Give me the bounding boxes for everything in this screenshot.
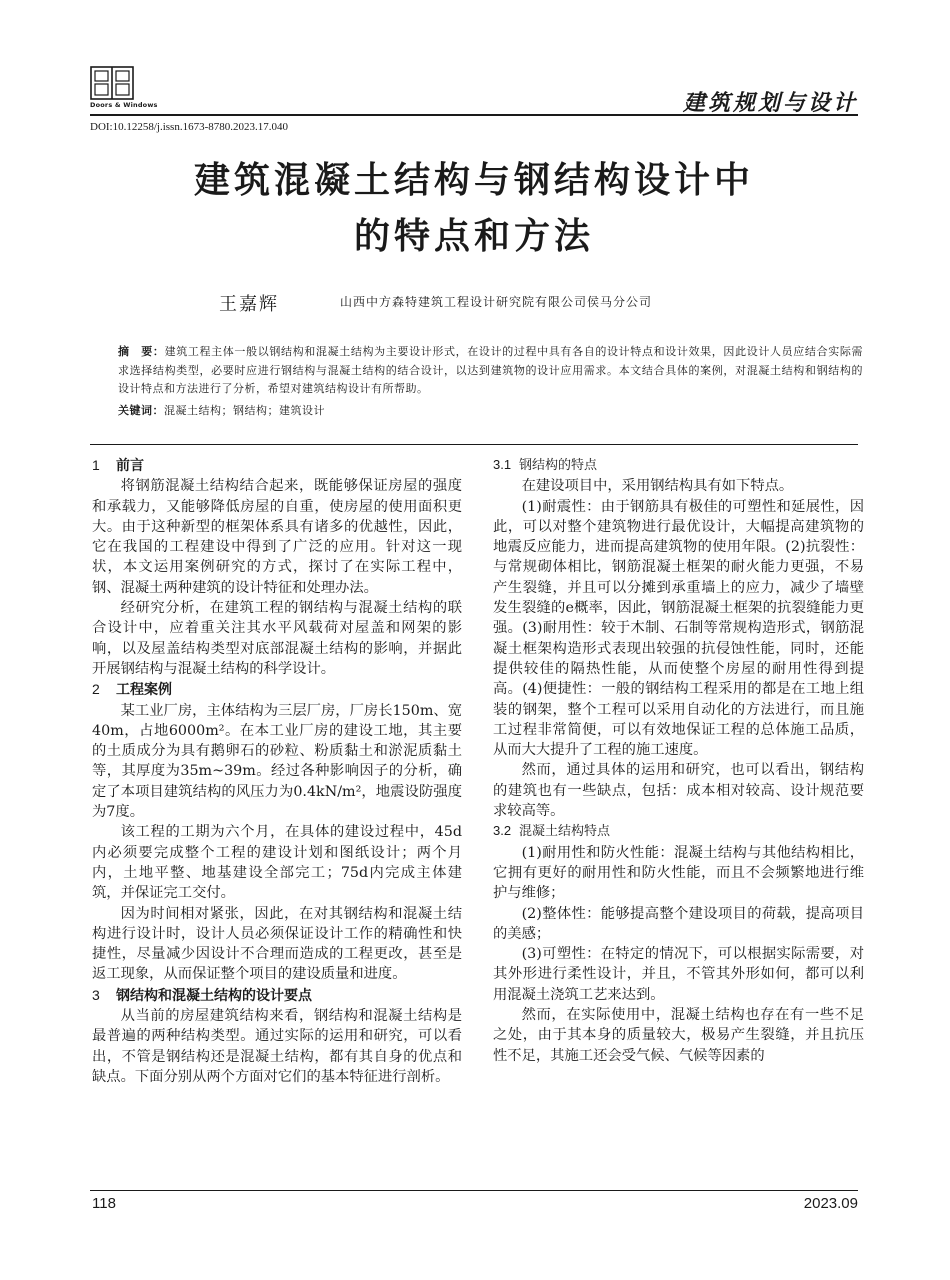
doi: DOI:10.12258/j.issn.1673-8780.2023.17.040 xyxy=(90,121,288,133)
subsection-title: 混凝土结构特点 xyxy=(519,824,611,840)
keywords-label: 关键词： xyxy=(118,403,164,417)
byline xyxy=(90,290,858,315)
header-rule xyxy=(90,114,858,116)
issue-date: 2023.09 xyxy=(803,1195,858,1212)
paragraph: 然而，通过具体的运用和研究，也可以看出，钢结构的建筑也有一些缺点，包括：成本相对较高、设计规范要求较高等。 xyxy=(493,762,864,820)
paragraph: 将钢筋混凝土结构结合起来，既能够保证房屋的强度和承载力，又能够降低房屋的自重，使房屋的使用面积更大。由于这种新型的框架体系具有诸多的优越性，因此，它在我国的工程建设中得到了广泛的应用。针对这一现状，本文运用案例研究的方式，探讨了在实际工程中，钢、混凝土两种建筑的设计特征和处理办法。 xyxy=(92,478,462,596)
author: 王嘉辉 xyxy=(219,294,279,315)
paragraph: 该工程的工期为六个月，在具体的建设过程中，45d内必须要完成整个工程的建设计划和图纸设计；两个月内，土地平整、地基建设全部完工；75d内完成主体建筑，并保证完工交付。 xyxy=(92,824,462,902)
door-window-logo-icon xyxy=(90,66,134,100)
page-number: 118 xyxy=(92,1195,116,1212)
paragraph: (1)耐用性和防火性能：混凝土结构与其他结构相比，它拥有更好的耐用性和防火性能，而且不会频繁地进行维护与维修； xyxy=(493,844,864,902)
section-heading-3 xyxy=(92,985,462,1006)
abstract-text: 建筑工程主体一般以钢结构和混凝土结构为主要设计形式，在设计的过程中具有各自的设计特点和设计效果，因此设计人员应结合实际需求选择结构类型，必要时应进行钢结构与混凝土结构的结合设计，以达到建筑物的设计应用需求。本文结合具体的案例，对混凝土结构和钢结构的设计特点和方法进行了分析，希望对建筑结构设计有所帮助。 xyxy=(118,345,864,395)
paragraph: (2)整体性：能够提高整个建设项目的荷载，提高项目的美感； xyxy=(493,905,864,942)
paragraph: 从当前的房屋建筑结构来看，钢结构和混凝土结构是最普遍的两种结构类型。通过实际的运用和研究，可以看出，不管是钢结构还是混凝土结构，都有其自身的优点和缺点。下面分别从两个方面对它们的基本特征进行剖析。 xyxy=(92,1008,462,1085)
section-title: 前言 xyxy=(116,458,144,474)
paragraph: 然而，在实际使用中，混凝土结构也存在有一些不足之处，由于其本身的质量较大，极易产生裂缝，并且抗压性不足，其施工还会受气候、气候等因素的 xyxy=(493,1007,864,1064)
abstract-body xyxy=(118,343,863,399)
article-title xyxy=(90,152,858,264)
subsection-title: 钢结构的特点 xyxy=(519,458,598,473)
subsection-number: 3.1 xyxy=(493,457,512,472)
section-heading-2 xyxy=(92,679,462,700)
abstract-divider xyxy=(90,444,858,445)
journal-logo xyxy=(90,66,170,109)
paragraph: 某工业厂房，主体结构为三层厂房，厂房长150m、宽40m，占地6000m²。在本工业厂房的建设工地，其主要的土质成分为具有鹅卵石的砂粒、粉质黏土和淤泥质黏土等，其厚度为35m~39m。经过各种影响因子的分析，确定了本项目建筑结构的风压力为0.4kN/m²，地震设防强度为7度。 xyxy=(92,702,462,821)
section-number: 1 xyxy=(92,457,100,473)
paragraph: 经研究分析，在建筑工程的钢结构与混凝土结构的联合设计中，应着重关注其水平风载荷对屋盖和网架的影响，以及屋盖结构类型对底部混凝土结构的影响，并据此开展钢结构与混凝土结构的科学设计。 xyxy=(92,600,462,677)
subsection-heading-3-2 xyxy=(493,821,864,842)
subsection-heading-3-1 xyxy=(493,455,864,476)
left-column xyxy=(92,455,462,1087)
affiliation: 山西中方森特建筑工程设计研究院有限公司侯马分公司 xyxy=(340,295,653,309)
paragraph: 因为时间相对紧张，因此，在对其钢结构和混凝土结构进行设计时，设计人员必须保证设计工作的精确性和快捷性，尽量减少因设计不合理而造成的工程更改，甚至是返工现象，从而保证整个项目的建设质量和进度。 xyxy=(92,905,462,983)
logo-text: Doors & Windows xyxy=(90,101,158,109)
abstract-label: 摘 要： xyxy=(118,345,165,358)
section-title: 钢结构和混凝土结构的设计要点 xyxy=(116,987,312,1004)
paragraph: (1)耐震性：由于钢筋具有极佳的可塑性和延展性，因此，可以对整个建筑物进行最优设计，大幅提高建筑物的地震反应能力，进而提高建筑物的使用年限。(2)抗裂性：与常规砌体相比，钢筋混凝土框架的耐火能力更强，不易产生裂缝，并且可以分摊到承重墙上的应力，减少了墙壁发生裂缝的e概率，因此，钢筋混凝土框架的抗裂缝能力更强。(3)耐用性：较于木制、石制等常规构造形式，钢筋混凝土框架构造形式表现出较强的抗侵蚀性能，同时，还能提供较佳的隔热性能，从而使整个房屋的耐用性得到提高。(4)便捷性：一般的钢结构工程采用的都是在工地上组装的钢架，整个工程可以采用自动化的方法进行，而且施工过程非常简便，可以有效地保证工程的总体施工品质，从而大大提升了工程的施工速度。 xyxy=(493,498,864,759)
section-number: 3 xyxy=(92,986,100,1003)
right-column xyxy=(493,455,864,1066)
title-line-1: 建筑混凝土结构与钢结构设计中 xyxy=(193,159,754,201)
section-number: 2 xyxy=(92,681,100,698)
section-heading-1 xyxy=(92,455,462,476)
section-title: 工程案例 xyxy=(116,682,172,699)
title-line-2: 的特点和方法 xyxy=(353,215,594,257)
keywords-text: 混凝土结构；钢结构；建筑设计 xyxy=(164,403,325,417)
paragraph: (3)可塑性：在特定的情况下，可以根据实际需要，对其外形进行柔性设计，并且，不管其外形如何，都可以利用混凝土浇筑工艺来达到。 xyxy=(493,946,864,1003)
paragraph: 在建设项目中，采用钢结构具有如下特点。 xyxy=(521,478,794,495)
subsection-number: 3.2 xyxy=(493,823,512,839)
keywords xyxy=(118,402,863,421)
footer-rule xyxy=(90,1190,858,1191)
journal-section-title: 建筑规划与设计 xyxy=(682,90,858,116)
abstract xyxy=(118,343,863,420)
